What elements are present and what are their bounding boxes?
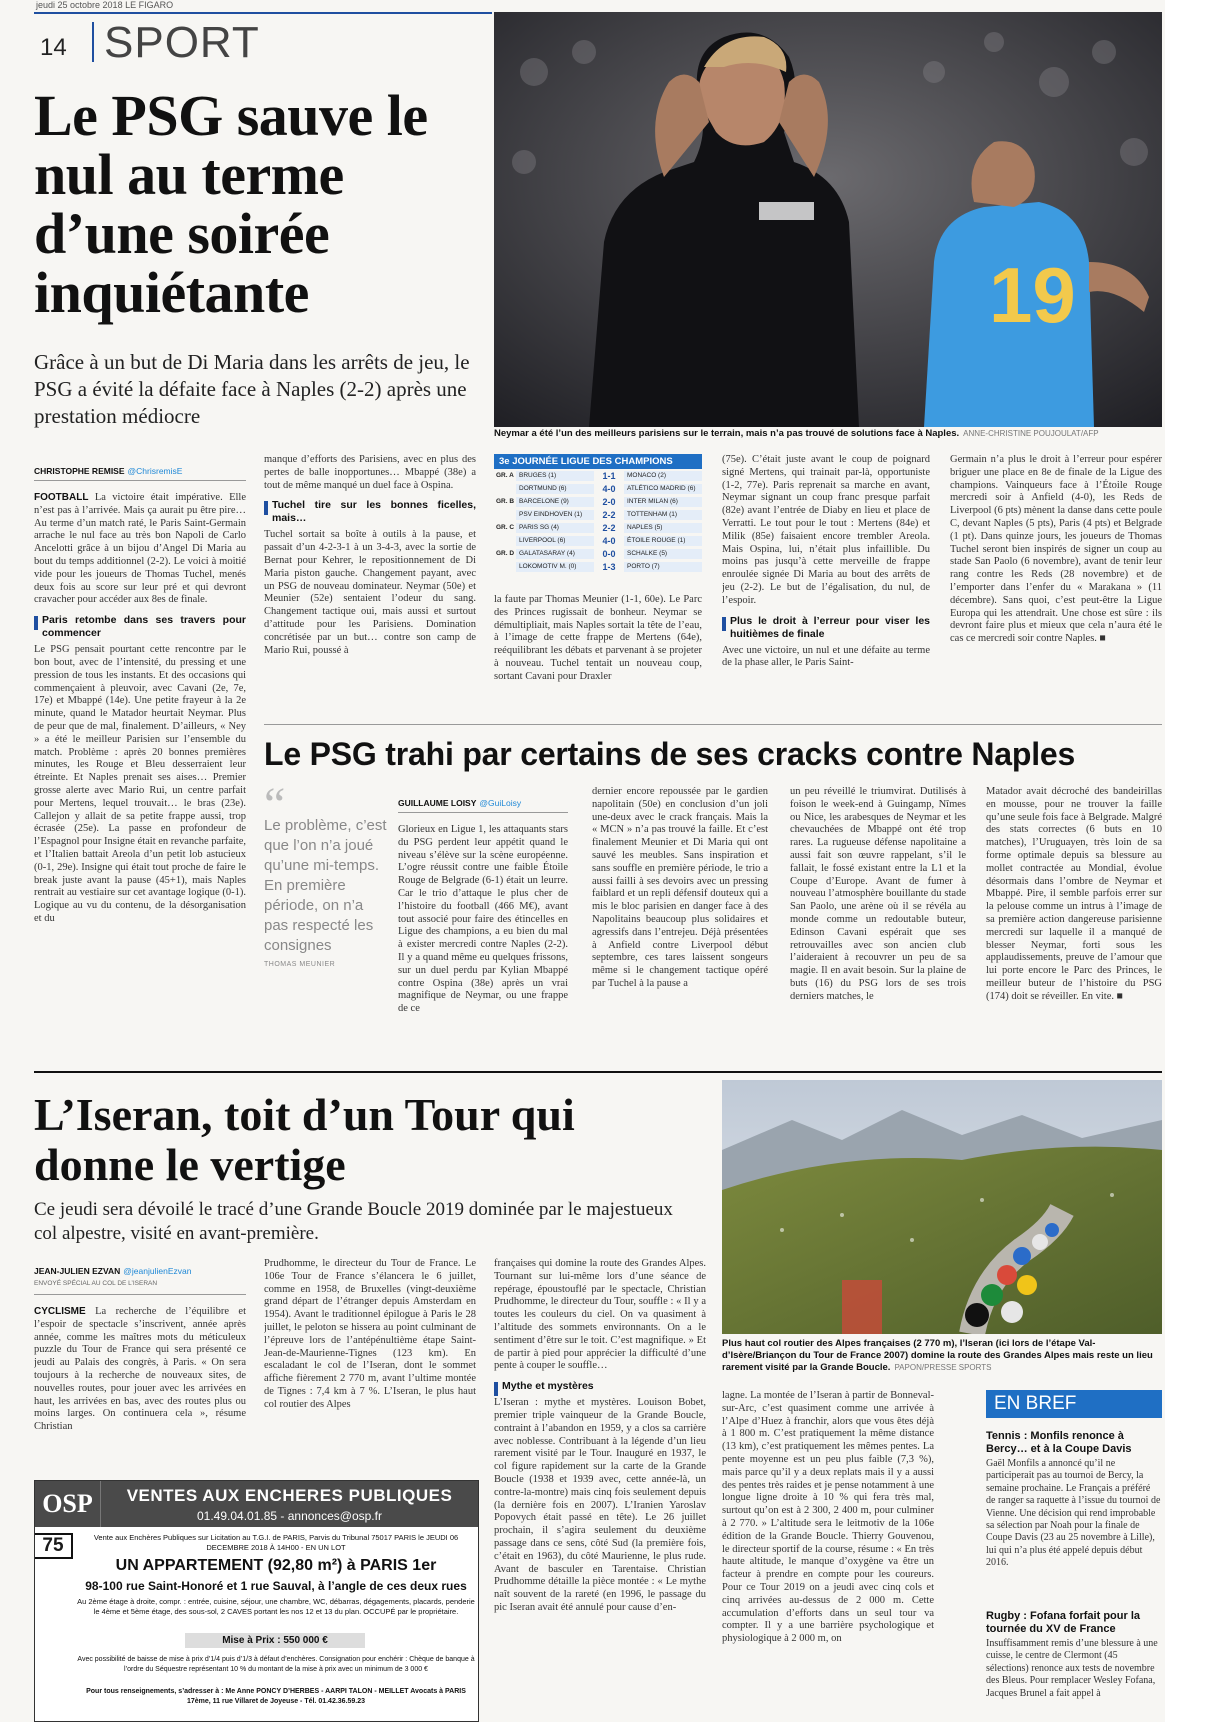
brief-item: Rugby : Fofana forfait pour la tournée du XV de France Insuffisamment remis d’une blessure à une cuisse, le centre de Clermont (45 sélections) renonce aux tests de novembre des Bleus. Pour remplacer Wesley Fofana, Jacques Brunel a fait appel à <box>986 1610 1158 1699</box>
ad-contact: Pour tous renseignements, s’adresser à : Me Anne PONCY D’HERBES - AARPI TALON - MEILLET Avocats à PARIS 17ème, 11 rue Villaret de Joyeuse - Tél. 01.42.36.59.23 <box>86 1688 466 1705</box>
table-row: LOKOMOTIV M. (0) 1-3 PORTO (7) <box>494 560 702 573</box>
svg-text:19: 19 <box>989 251 1076 339</box>
iseran-photo-caption: Plus haut col routier des Alpes françaises (2 770 m), l’Iseran (ici lors de l’étape Val-d’Isère/Briançon du Tour de France 2007) domine la route des Grandes Alpes mais reste un lieu rarement visité par la Grande Boucle. PAPON/PRESSE SPORTS <box>722 1338 1153 1373</box>
ad-property: UN APPARTEMENT (92,80 m²) à PARIS 1er <box>115 1557 437 1574</box>
ad-address: 98-100 rue Saint-Honoré et 1 rue Sauval, à l’angle de ces deux rues <box>85 1579 467 1593</box>
lead-headline: Le PSG sauve le nul au terme d’une soirée inquiétante <box>34 83 428 325</box>
lead-column-1: FOOTBALL La victoire était impérative. Elle n’est pas à l’arrivée. Mais ça aurait pu être pire… Au terme d’un match raté, le Paris Saint-Germain arrache le nul face au très bon Napoli de Carlo Ancelotti grâce à un bijou d’Angel Di Maria au bout du temps additionnel (2-2). Le voici à moitié vide pour les joueurs de Thomas Tuchel, menés deux fois au score sur leur pré et qui devront cravacher pour accéder aux 8es de finale. Paris retombe dans ses travers pour commencer Le PSG pensait pourtant cette rencontre par le bon bout, avec de l’intensité, du pressing et une pression de tous les instants. Et des occasions qui commençaient à pleuvoir, avec Cavani (2e, 7e, 17e) et Mbappé (14e). Une petite frayeur à la 2e minute, quand le Matador heurtait Neymar. Plus de peur que de mal, finalement. D’ailleurs, « Ney » a été le meilleur Parisien sur l’ensemble du match. Problème : après 20 bonnes premières minutes, les Rouge et Bleu desserraient leur étreinte. Et Naples prenait ses aises… Premier grosse alerte avec Mario Rui, un centre parfait pour Mertens, lequel trouvait… le bras (23e). Callejon y allait de sa petite frappe aussi, trop écrasée (25e). La passe en profondeur de l’Espagnol pour Insigne était en revanche parfaite, et l’Italien battait Areola d’un petit lob astucieux (0-1, 29e). Insigne qui était tout proche de faire le break juste avant la pause (45+1), mais Naples rentrait au vestiaire sur cet avantage logique (0-1). Logique au vu du contenu, de la désorganisation et du <box>34 492 246 924</box>
lead-byline: CHRISTOPHE REMISE @ChrisremisE <box>34 466 183 476</box>
ad-phone: 01.49.04.01.85 - annonces@osp.fr <box>197 1508 382 1523</box>
ad-title: VENTES AUX ENCHERES PUBLIQUES <box>126 1485 453 1505</box>
section-rule <box>264 724 1162 725</box>
ad-notes: Avec possibilité de baisse de mise à prix d’1/4 puis d’1/3 à défaut d’enchères. Consignation pour enchérir : Chèque de banque à l’ordre du Séquestre représentant 10 % du montant de la mise à prix avec un minimum de 3 000 € <box>77 1656 475 1673</box>
lead-column-2: manque d’efforts des Parisiens, avec en plus des pertes de balle inopportunes… Mbappé (38e) a tout de même manqué un duel face à Ospina. Tuchel tire sur les bonnes ficelles, mais… Tuchel sortait sa boîte à outils à la pause, et passait d’un 4-2-3-1 à un 3-4-3, avec la sortie de Bernat pour Kehrer, le repositionnement de Di Maria piston gauche. Changement payant, avec un PSG de nouveau dominateur. Neymar (50e) et Meunier (52e) sentaient l’odeur du sang. Changement tactique oui, mais aussi et surtout d’attitude pour les Parisiens. Domination concrétisée par un but… contre son camp de Mario Rui, poussé à <box>264 454 476 656</box>
table-row: DORTMUND (6) 4-0 ATLÉTICO MADRID (6) <box>494 482 702 495</box>
table-row: GR. A BRUGES (1) 1-1 MONACO (2) <box>494 469 702 482</box>
intertitle: Paris retombe dans ses travers pour commencer <box>34 614 246 640</box>
ad-details: Au 2ème étage à droite, compr. : entrée, cuisine, séjour, une chambre, WC, débarras, dégagements, placards, penderie le 4ème et 5ème étage, des sous-sol, 2 CAVES portant les nos 12 et 13 du plan. OCCUPÉ par le propriétaire. <box>77 1597 475 1616</box>
tour-column-4: lagne. La montée de l’Iseran à partir de Bonneval-sur-Arc, c’est quasiment comme une arrivée à l’Alpe d’Huez à franchir, alors que vous êtes déjà à 1 800 m. C’est pratiquement la même distance (13 km), c’est pratiquement les mêmes pentes. La pente moyenne est un peu plus faible (7,3 %), mais parce qu’il y a deux replats mais il y a aussi des pentes très raides et je pense notamment à une longue ligne droite à 10 % qui fera très mal, surtout qu’on est à 2 300, 2 400 m, pour culminer à 2 770. » L’altitude sera le leitmotiv de la 106e édition de la Grande Boucle. Thierry Gouvenou, le directeur sportif de la course, résume : « En très haute altitude, le manque d’oxygène va être un facteur à prendre en compte pour les coureurs. Pour ce Tour 2019 on a jeudi avec cinq cols et cinq arrivées au-dessus de 2 000 m. Cette accumulation d’efforts dans un seul tour va compter. Il y a une barrière psychologique et physiologique à 2 000 m, on <box>722 1390 934 1645</box>
byline-rule <box>34 1294 246 1295</box>
byline-rule <box>34 480 246 481</box>
en-bref-header: EN BREF <box>986 1390 1162 1418</box>
table-row: GR. C PARIS SG (4) 2-2 NAPLES (5) <box>494 521 702 534</box>
lead-column-3: la faute par Thomas Meunier (1-1, 60e). Le Parc des Princes rugissait de bonheur. Neymar se démultipliait, mais Naples sortait la tête de l’eau, à l’image de cette frappe de Mertens (64e), reéquilibrant les débats et parvenant à se projeter à nouveau. Tuchel tentait un nouveau coup, sortant Cavani pour Draxler <box>494 594 702 682</box>
second-column-3: un peu réveillé le triumvirat. Dutilisés à foison le week-end à Guingamp, Nîmes ou Nice, les arabesques de Neymar et les chevauchées de Mbappé ont été trop rares. La rugueuse défense napolitaine a aussi fait son œuvre rappelant, s’il le fallait, le fossé existant entre la L1 et la Coupe d’Europe. Avant de fumer à nouveau l’atmosphère bouillante du stade San Paolo, une arène où il se révéla au monde comme un redoutable buteur, Edinson Cavani espérait que ses retrouvailles avec son ancien club l’aideraient à recouvrer un peu de sa magie. Il en avait besoin. Sur la plaine de buts (16) du PSG lors de ses trois derniers matches, le <box>790 786 966 1002</box>
page-number: 14 <box>40 34 67 61</box>
lot-number: 75 <box>35 1533 73 1559</box>
second-column-1: Glorieux en Ligue 1, les attaquants stars du PSG perdent leur appétit quand le niveau s’élève sur la scène européenne. L’ogre réussit contre une faible Étoile Rouge de Belgrade (6-1) était un leurre. Car le trio d’attaque le plus cher de l’histoire du football (466 M€), avant tout associé pour faire des étincelles en Ligue des champions, a eu bien du mal à exister mercredi contre Naples (2-2). Il y a quand même eu quelques frissons, sur un duel perdu par Kylian Mbappé contre Ospina (38e) après un vrai magnifique de Neymar, ou une frappe de ce <box>398 824 568 1015</box>
lead-column-4: (75e). C’était juste avant le coup de poignard signé Mertens, qui trainait par-là, opportuniste (1-2, 77e). Paris reprenait sa marche en avant, Neymar signant un coup franc presque parfait (82e) avant l’entrée de Diaby en lieu et place de Verratti. Le tout pour le tout : Mertens (84e) et Milik (85e) faisaient encore trembler Areola. Mais Ospina, lui, n’était plus infaillible. Du moins pas jusqu’à cette merveille de frappe enroulée signée Di Maria au bout des arrêts de jeu (2-2). Le but de l’égalisation, du nul, de l’espoir. Plus le droit à l’erreur pour viser les huitièmes de finale Avec une victoire, un nul et une défaite au terme de la phase aller, le Paris Saint- <box>722 454 930 669</box>
ad-price: Mise à Prix : 550 000 € <box>185 1633 365 1648</box>
ad-sale-info: Vente aux Enchères Publiques sur Licitation au T.G.I. de PARIS, Parvis du Tribunal 75017 PARIS le JEUDI 06 DECEMBRE 2018 À 14H00 - EN UN LOT <box>93 1533 459 1552</box>
running-header: jeudi 25 octobre 2018 LE FIGARO <box>36 0 174 10</box>
lead-column-5: Germain n’a plus le droit à l’erreur pour espérer briguer une place en 8e de finale de la Ligue des champions. Vainqueurs face à l’Étoile Rouge mercredi soir à Anfield (4-0), les Reds de Liverpool (6 pts) mènent la danse dans cette poule C, devant Naples (5 pts), Paris (4 pts) et Belgrade (1 pt). Dans quinze jours, les joueurs de Thomas Tuchel seront bien inspirés de signer un coup au stade San Paolo (6 novembre), avant de tenir leur rang contre les Reds (28 novembre) et de l’emporter dans l’enfer du « Marakana » (11 décembre). Sans quoi, c’est peut-être la Ligue Europa qui les attendrait. Une chose est sûre : ils devront faire plus et mieux que cela n’aura été le cas ce mercredi soir contre Naples. ■ <box>950 454 1162 645</box>
table-row: LIVERPOOL (6) 4-0 ÉTOILE ROUGE (1) <box>494 534 702 547</box>
osp-logo: OSP <box>35 1481 101 1527</box>
rubric-title: SPORT <box>104 18 260 67</box>
pull-quote: “ Le problème, c’est que l’on n’a joué qu’une mi-temps. En première période, on n’a pas respecté les consignes THOMAS MEUNIER <box>264 790 390 970</box>
tour-column-1: CYCLISME La recherche de l’équilibre et l’espoir de spectacle s’inscrivent, année après année, comme les maîtres mots du méticuleux puzzle du Tour de France qui sera présenté ce jeudi au Palais des congrès, à Paris. « On sera toujours à la recherche de nouveaux sites, de nouvelles routes, pour jouer avec les arrivées en haut, les arrivées en bas, avec des routes plus ou moins larges. On continuera cela », résume Christian <box>34 1306 246 1433</box>
intertitle: Plus le droit à l’erreur pour viser les huitièmes de finale <box>722 615 930 641</box>
neymar-photo-caption: Neymar a été l’un des meilleurs parisiens sur le terrain, mais n’a pas trouvé de solutions face à Naples. ANNE-CHRISTINE POUJOULAT/AFP <box>494 428 1099 439</box>
ad-banner <box>35 1481 478 1527</box>
neymar-photo <box>494 12 1162 427</box>
tour-column-2: Prudhomme, le directeur du Tour de France. Le 106e Tour de France s’élancera le 6 juillet, comme en 1958, de Bruxelles (vingt-deuxième grand départ de l’étranger depuis Amsterdam en 1954). Avant le traditionnel épilogue à Paris le 28 juillet, le peloton se hissera au point culminant de l’épreuve lors de l’antépénultième étape Saint-Jean-de-Maurienne-Tignes (123 km). En escaladant le col de l’Iseran, dont le sommet affiche fièrement 2 770 m, avant l’ultime montée de Tignes : 7,4 km à 7 %. L’Iseran, le plus haut col routier des Alpes <box>264 1258 476 1410</box>
brief-item: Tennis : Monfils renonce à Bercy… et à la Coupe Davis Gaël Monfils a annoncé qu’il ne participerait pas au tournoi de Bercy, la semaine prochaine. Le Français a préféré de ranger sa raquette à l’issue du tournoi de Vienne. Une décision qui rend improbable sa sélection par Noah pour la finale de Coupe Davis (23 au 25 novembre à Lille), lui qui n’a plus été appelé depuis début 2016. <box>986 1430 1161 1569</box>
top-rule <box>34 12 492 14</box>
results-table-title: 3e JOURNÉE LIGUE DES CHAMPIONS <box>494 454 702 469</box>
quote-mark-icon: “ <box>264 778 286 831</box>
tour-byline: JEAN-JULIEN EZVAN @jeanjulienEzvan <box>34 1266 192 1276</box>
auction-ad <box>34 1480 479 1722</box>
rubric-divider <box>92 22 94 62</box>
byline-rule <box>398 812 568 813</box>
intertitle: Tuchel tire sur les bonnes ficelles, mais… <box>264 499 476 525</box>
story-separator <box>34 1071 1162 1073</box>
tour-sub-byline: ENVOYÉ SPÉCIAL AU COL DE L’ISERAN <box>34 1280 158 1287</box>
tour-standfirst: Ce jeudi sera dévoilé le tracé d’une Grande Boucle 2019 dominée par le majestueux col alpestre, visité en avant-première. <box>34 1199 673 1244</box>
results-table <box>494 454 702 576</box>
intertitle: Mythe et mystères <box>494 1380 706 1393</box>
tour-column-3: françaises qui domine la route des Grandes Alpes. Tournant sur lui-même lors d’une séance de repérage, époustouflé par le spectacle, Christian Prudhomme, le directeur du Tour, souffle : « Il y a toutes les couleurs du ciel. On va quasiment à l’altitude des sommets environnants. On a le sentiment d’être sur le toit. C’est magnifique. » Et de partir à pied pour apprécier la difficulté d’une pente à couper le souffle… Mythe et mystères L’Iseran : mythe et mystères. Louison Bobet, premier triple vainqueur de la Grande Boucle, contraint à l’abandon en 1959, y a clos sa carrière avec noblesse. Contribuant à la légende d’un lieu rarement visité par le Tour. Inauguré en 1937, le col figure rapidement sur la carte de la Grande Boucle (1938 et 1939 avec, cette année-là, un contre-la-montre) mais cinq fois seulement depuis (la dernière fois en 2007). L’Iranien Yaroslav Popovych était passé en tête). Le 26 juillet prochain, il s’agira seulement du deuxième passage dans ce sens, côté Sud (la première fois, c’était en 1963), du côté Maurienne, le plus rude. Avant de basculer en Tarentaise. Christian Prudhomme détaille la pièce montée : « Le mythe naît souvent de la rareté (en 1996, le passage du pic Iseran avait été annulé pour cause d’en- <box>494 1258 706 1613</box>
second-column-2: dernier encore repoussée par le gardien napolitain (50e) en conclusion d’un joli une-deux avec le crack français. Mais la « MCN » n’a pas trouvé la faille. Et c’est finalement Meunier et Di Maria qui ont sauvé les meubles. Sans inspiration et sans souffle en première période, le trio a aussi failli à ses devoirs avec un pressing faiblard et un repli défensif douteux qui a mis le bloc parisien en danger face à des Napolitains beaucoup plus solidaires et agressifs dans l’entrejeu. Déjà présentées à Anfield contre Liverpool début septembre, ces tares laissent songeurs même si le changement tactique opéré par Tuchel à la pause a <box>592 786 768 989</box>
table-row: GR. B BARCELONE (9) 2-0 INTER MILAN (6) <box>494 495 702 508</box>
iseran-photo <box>722 1080 1162 1334</box>
second-headline: Le PSG trahi par certains de ses cracks contre Naples <box>264 736 1076 772</box>
page-margin <box>1165 0 1225 1722</box>
second-column-4: Matador avait décroché des bandeirillas en mousse, pour ne trouver la faille qu’une seule fois face à Belgrade. Malgré des stats correctes (6 buts en 10 matches), l’Uruguayen, très loin de sa forme optimale depuis sa blessure au mollet contractée au Mondial, évolue désormais dans l’ombre de Neymar et Mbappé. Pire, il semble parfois errer sur la pelouse comme un intrus à l’image de sa première action dangereuse parisienne mercredi sur laquelle il a manqué de blesser Neymar, forti sous les applaudissements, preuve de l’amour que lui porte encore le Parc des Princes, le meilleur buteur de l’histoire du PSG (174) doit se réveiller. En vite. ■ <box>986 786 1162 1002</box>
second-byline: GUILLAUME LOISY @GuiLoisy <box>398 798 522 808</box>
table-row: GR. D GALATASARAY (4) 0-0 SCHALKE (5) <box>494 547 702 560</box>
lead-standfirst: Grâce à un but de Di Maria dans les arrêts de jeu, le PSG a évité la défaite face à Naples (2-2) après une prestation médiocre <box>34 350 470 428</box>
tour-headline: L’Iseran, toit d’un Tour qui donne le vertige <box>34 1089 575 1190</box>
table-row: PSV EINDHOVEN (1) 2-2 TOTTENHAM (1) <box>494 508 702 521</box>
